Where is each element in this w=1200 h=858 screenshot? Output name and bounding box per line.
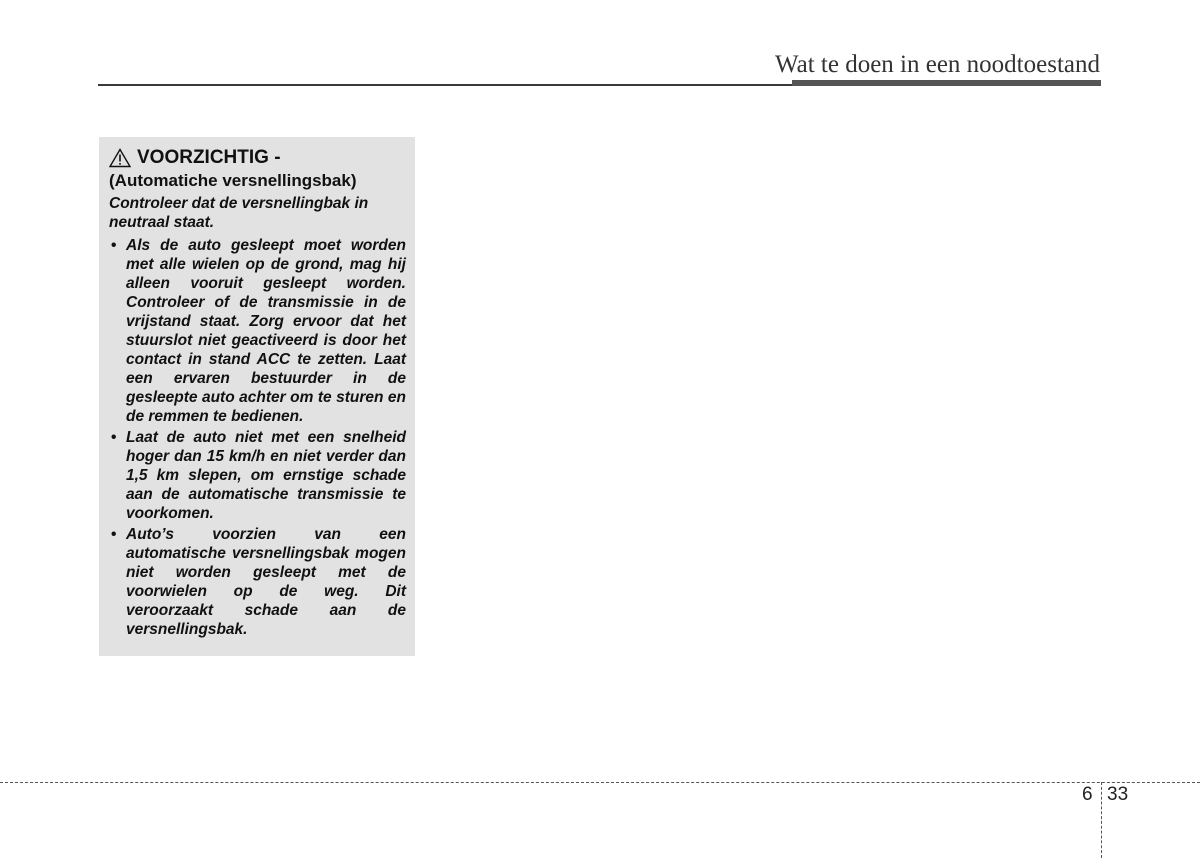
caution-bullet bbox=[109, 525, 406, 639]
warning-triangle-icon bbox=[109, 148, 131, 168]
footer-dashed-rule bbox=[0, 782, 1200, 783]
caution-bullet bbox=[109, 428, 406, 523]
bullet-dot: • bbox=[111, 429, 117, 446]
caution-bullet-text: Laat de auto niet met een snelheid hoger dan 15 km/h en niet verder dan 1,5 km slepen, om ernstige schade aan de automatische transmissie te voorkomen. bbox=[126, 429, 406, 522]
caution-subheading: (Automatiche versnellingsbak) bbox=[109, 171, 357, 190]
header-accent-bar bbox=[792, 80, 1101, 86]
caution-bullet-text: Als de auto gesleept moet worden met alle wielen op de grond, mag hij alleen vooruit gesleept worden. Controleer of de transmissie in de vrijstand staat. Zorg ervoor dat het stuurslot niet geactiveerd is door het contact in stand ACC te zetten. Laat een ervaren bestuurder in de gesleepte auto achter om te sturen en de remmen te bedienen. bbox=[126, 237, 406, 425]
bullet-dot: • bbox=[111, 237, 117, 254]
caution-heading bbox=[109, 146, 406, 169]
header-rule bbox=[98, 84, 792, 86]
section-title: Wat te doen in een noodtoestand bbox=[775, 51, 1100, 78]
page-number-divider bbox=[1101, 782, 1102, 858]
caution-heading-text: VOORZICHTIG - bbox=[137, 147, 281, 168]
bullet-dot: • bbox=[111, 526, 117, 543]
caution-bullet-text: Auto’s voorzien van een automatische versnellingsbak mogen niet worden gesleept met de voorwielen op de weg. Dit veroorzaakt schade aan de versnellingsbak. bbox=[126, 526, 406, 638]
caution-bullet-list bbox=[109, 236, 406, 639]
page-number: 33 bbox=[1107, 784, 1129, 805]
caution-bullet bbox=[109, 236, 406, 426]
chapter-number: 6 bbox=[1082, 784, 1093, 805]
caution-box bbox=[99, 137, 415, 656]
caution-intro: Controleer dat de versnellingbak in neutraal staat. bbox=[109, 195, 369, 231]
